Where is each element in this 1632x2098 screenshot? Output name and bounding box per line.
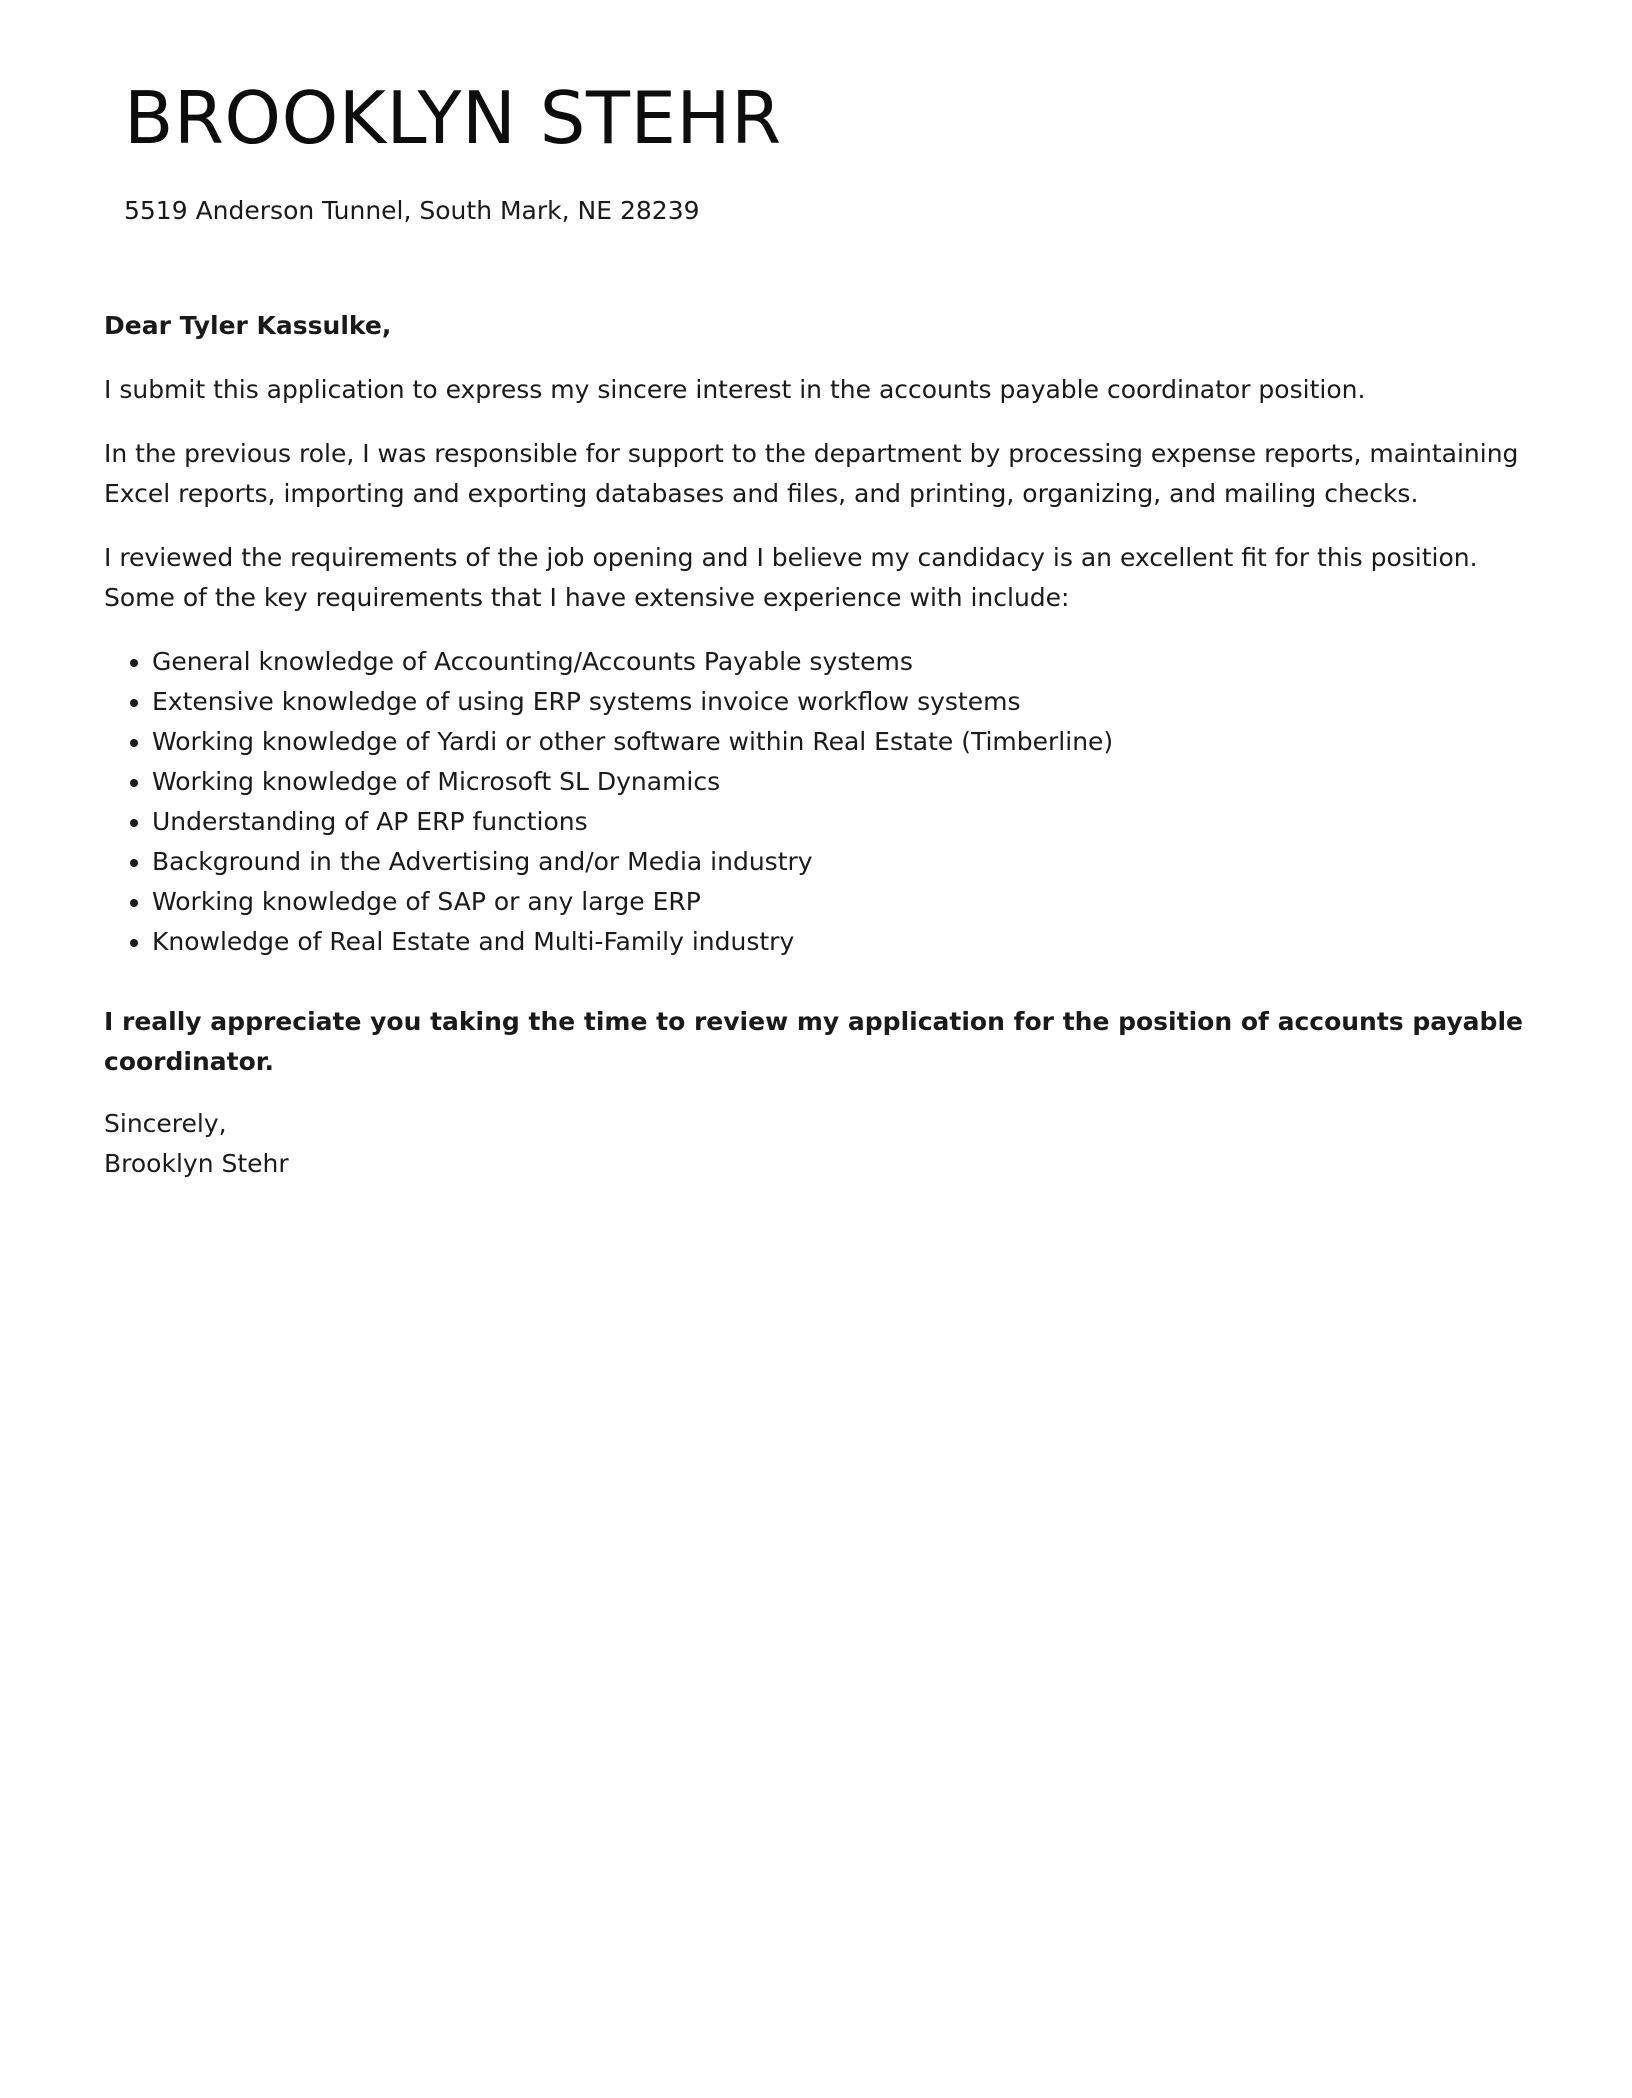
list-item: • Understanding of AP ERP functions xyxy=(152,802,1544,842)
signoff: Sincerely, xyxy=(104,1109,227,1138)
letter-body xyxy=(104,306,1544,1184)
letter-header xyxy=(124,70,1424,228)
list-item: • Working knowledge of Microsoft SL Dynamics xyxy=(152,762,1544,802)
paragraph-intro: I submit this application to express my sincere interest in the accounts payable coordinator position. xyxy=(104,375,1366,404)
signature-name: Brooklyn Stehr xyxy=(104,1149,289,1178)
list-item: • Extensive knowledge of using ERP systems invoice workflow systems xyxy=(152,682,1544,722)
list-item: • Background in the Advertising and/or Media industry xyxy=(152,842,1544,882)
list-item: • Working knowledge of SAP or any large ERP xyxy=(152,882,1544,922)
salutation: Dear Tyler Kassulke, xyxy=(104,311,392,340)
requirements-list xyxy=(104,642,1544,962)
paragraph-requirements-intro: I reviewed the requirements of the job opening and I believe my candidacy is an excellent fit for this position. Some of the key requirements that I have extensive experience with include: xyxy=(104,543,1478,612)
applicant-address: 5519 Anderson Tunnel, South Mark, NE 28239 xyxy=(124,196,700,225)
list-item: • Knowledge of Real Estate and Multi-Family industry xyxy=(152,922,1544,962)
list-item: • Working knowledge of Yardi or other software within Real Estate (Timberline) xyxy=(152,722,1544,762)
paragraph-previous-role: In the previous role, I was responsible for support to the department by processing expense reports, maintaining Excel reports, importing and exporting databases and files, and printing, organizing, and mailing checks. xyxy=(104,439,1519,508)
closing-statement: I really appreciate you taking the time to review my application for the position of accounts payable coordinator. xyxy=(104,1007,1523,1076)
list-item: • General knowledge of Accounting/Accounts Payable systems xyxy=(152,642,1544,682)
applicant-name: BROOKLYN STEHR xyxy=(124,76,782,160)
